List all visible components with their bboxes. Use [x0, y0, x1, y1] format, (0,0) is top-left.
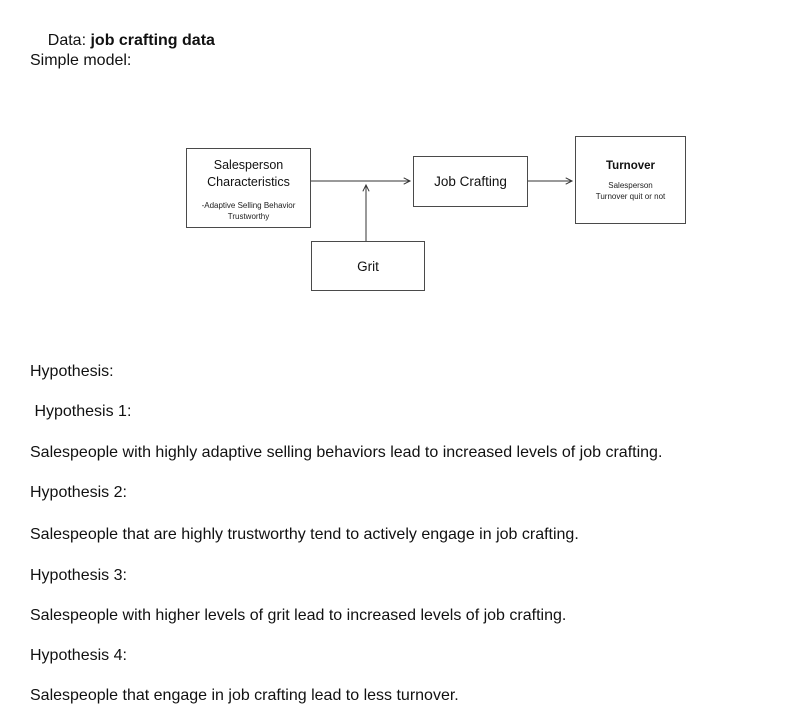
- data-value: job crafting data: [90, 32, 215, 49]
- hypothesis-2-label: Hypothesis 2:: [30, 484, 127, 501]
- salesperson-characteristics-box: [186, 148, 311, 228]
- salesperson-box-sub2: Trustworthy: [227, 212, 270, 221]
- data-label: Data:: [47, 32, 91, 49]
- grit-box: [311, 241, 425, 291]
- hypothesis-4-text: Salespeople that engage in job crafting lead to less turnover.: [30, 687, 459, 704]
- simple-model-label: Simple model:: [30, 52, 132, 69]
- hypothesis-1-text: Salespeople with highly adaptive selling behaviors lead to increased levels of job crafting.: [30, 444, 663, 461]
- salesperson-box-title-line1: Salesperson: [213, 158, 284, 172]
- grit-box-title: Grit: [357, 258, 379, 274]
- turnover-box-sub2: Turnover quit or not: [595, 192, 666, 201]
- salesperson-box-sub1: -Adaptive Selling Behavior: [201, 201, 296, 210]
- salesperson-box-title-line2: Characteristics: [207, 175, 290, 189]
- hypothesis-1-label: Hypothesis 1:: [30, 403, 132, 420]
- turnover-box: [575, 136, 686, 224]
- hypotheses-heading: Hypothesis:: [30, 363, 114, 380]
- hypothesis-4-label: Hypothesis 4:: [30, 647, 127, 664]
- job-crafting-box-title: Job Crafting: [434, 174, 507, 189]
- turnover-box-title: Turnover: [606, 160, 655, 172]
- hypothesis-2-text: Salespeople that are highly trustworthy tend to actively engage in job crafting.: [30, 526, 579, 543]
- hypothesis-3-label: Hypothesis 3:: [30, 567, 127, 584]
- hypothesis-3-text: Salespeople with higher levels of grit lead to increased levels of job crafting.: [30, 607, 567, 624]
- job-crafting-box: [413, 156, 528, 207]
- turnover-box-sub1: Salesperson: [608, 181, 653, 190]
